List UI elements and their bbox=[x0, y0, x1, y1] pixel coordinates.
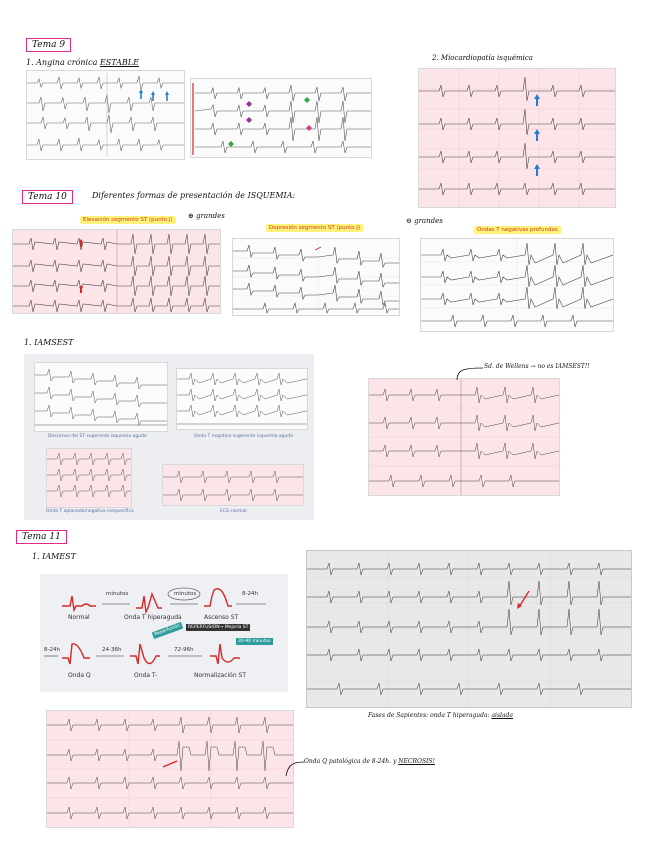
wellens-ecg bbox=[368, 378, 560, 496]
st-depression-ecg bbox=[232, 238, 400, 316]
necrosis-pointer-line bbox=[284, 758, 306, 778]
st-elevation-ecg bbox=[12, 229, 221, 314]
ecg-trace bbox=[27, 71, 184, 159]
ecg-trace bbox=[47, 711, 293, 827]
angina-ecg-1 bbox=[26, 70, 185, 160]
time-label-3: 8-24h bbox=[242, 591, 258, 597]
cardiomyopathy-ecg bbox=[418, 68, 616, 208]
arrow-red bbox=[163, 761, 177, 767]
arrow-blue-3 bbox=[165, 91, 169, 101]
ecg-trace bbox=[35, 363, 167, 431]
time-label-1: minutos bbox=[106, 591, 129, 597]
label-q-wave: Onda Q bbox=[68, 672, 91, 679]
wave-t-negative bbox=[130, 644, 160, 664]
ecg-trace bbox=[307, 551, 631, 707]
label-hyperacute-t: Onda T hiperaguda bbox=[124, 614, 182, 621]
wave-normal bbox=[62, 596, 96, 610]
iamest-evolution-diagram bbox=[40, 574, 288, 692]
cardiomyopathy-title: 2. Miocardiopatía isquémica bbox=[432, 54, 533, 62]
badge-reperfusion-st: REPERFUSIÓN→ Mejoría ST bbox=[188, 625, 249, 630]
angina-title-text: 1. Angina crónica bbox=[26, 58, 98, 67]
ischemia-heading: Diferentes formas de presentación de ISQUEMIA: bbox=[92, 191, 296, 200]
wave-hyperacute-t bbox=[136, 594, 162, 612]
ecg-trace bbox=[47, 449, 131, 507]
marker-purple-2 bbox=[246, 117, 252, 123]
ecg-trace bbox=[419, 69, 615, 207]
label-st-elevation: Ascenso ST bbox=[204, 614, 239, 621]
marker-pink bbox=[306, 125, 312, 131]
ecg-trace bbox=[369, 379, 559, 495]
iamsest-ecg-1 bbox=[34, 362, 168, 432]
iamsest-ecg-3 bbox=[46, 448, 132, 508]
badge-minutes: 30-90 minutos bbox=[238, 639, 271, 644]
ecg-trace bbox=[421, 239, 613, 331]
ecg-trace bbox=[177, 369, 307, 429]
ecg-trace bbox=[13, 230, 220, 313]
arrow-blue-1 bbox=[139, 89, 143, 99]
label-t-negative: Onda T- bbox=[134, 672, 158, 679]
gray-ecg-note-key: aislada bbox=[491, 712, 513, 719]
gray-ecg-note-text: Fases de Sapientes: onda T hiperaguda: bbox=[368, 712, 490, 719]
marker-green-1 bbox=[304, 97, 310, 103]
wellens-pointer-line bbox=[455, 362, 485, 382]
marker-purple-1 bbox=[246, 101, 252, 107]
marker-green-2 bbox=[228, 141, 234, 147]
pill-st-elevation: Elevación segmento ST (punto J) bbox=[80, 216, 176, 224]
necrosis-note-key: NECROSIS! bbox=[398, 758, 435, 765]
wave-q bbox=[62, 644, 90, 664]
caption-t-flattened: Onda T aplanada/negativa inespecífica bbox=[46, 509, 134, 514]
time-label-6: 72-96h bbox=[174, 647, 194, 653]
pill-t-negative: Ondas T negativas profundas bbox=[474, 226, 561, 234]
time-label-4: 8-24h bbox=[44, 647, 60, 653]
wave-st-normalized bbox=[210, 644, 240, 664]
gray-ecg-note bbox=[368, 712, 513, 719]
iamsest-ecg-4 bbox=[162, 464, 304, 506]
arrow-red bbox=[519, 591, 529, 607]
angina-title bbox=[26, 58, 139, 67]
label-st-normalization: Normalización ST bbox=[194, 672, 247, 679]
tema-10-tag: Tema 10 bbox=[22, 190, 73, 204]
time-label-5: 24-36h bbox=[102, 647, 122, 653]
t-negative-ecg bbox=[420, 238, 614, 332]
necrosis-note bbox=[304, 758, 435, 765]
hyperacute-gray-ecg bbox=[306, 550, 632, 708]
ecg-trace bbox=[163, 465, 303, 505]
caption-st-descent: Descenso del ST sugerente isquemia aguda bbox=[48, 434, 147, 439]
necrosis-ecg bbox=[46, 710, 294, 828]
caption-ecg-normal: ECG normal bbox=[220, 509, 247, 514]
iamsest-ecg-2 bbox=[176, 368, 308, 430]
angina-keyword: ESTABLE bbox=[99, 58, 139, 67]
angina-ecg-2 bbox=[190, 78, 372, 158]
ecg-trace bbox=[191, 79, 371, 157]
lesser-note: ⊖ grandes bbox=[406, 217, 443, 225]
iamest-title: 1. IAMEST bbox=[32, 552, 76, 561]
wellens-note: Sd. de Wellens → no es IAMSEST!! bbox=[484, 363, 590, 370]
ecg-trace bbox=[233, 239, 399, 315]
pill-st-depression: Depresión segmento ST (punto J) bbox=[266, 224, 363, 232]
tema-11-tag: Tema 11 bbox=[16, 530, 67, 544]
wave-st-elevation bbox=[204, 589, 232, 606]
tema-9-tag: Tema 9 bbox=[26, 38, 71, 52]
caption-t-negative: Onda T negativa sugerente isquemia aguda bbox=[194, 434, 293, 439]
time-label-2: minutos bbox=[174, 591, 197, 597]
badge-reperfusion: Reperfusión bbox=[152, 622, 183, 639]
iamsest-panel bbox=[24, 354, 314, 520]
greater-note: ⊕ grandes bbox=[188, 212, 225, 220]
label-normal: Normal bbox=[68, 614, 90, 621]
iamsest-title: 1. IAMSEST bbox=[24, 338, 74, 347]
necrosis-note-text: Onda Q patológica de 8-24h. y bbox=[304, 758, 397, 765]
